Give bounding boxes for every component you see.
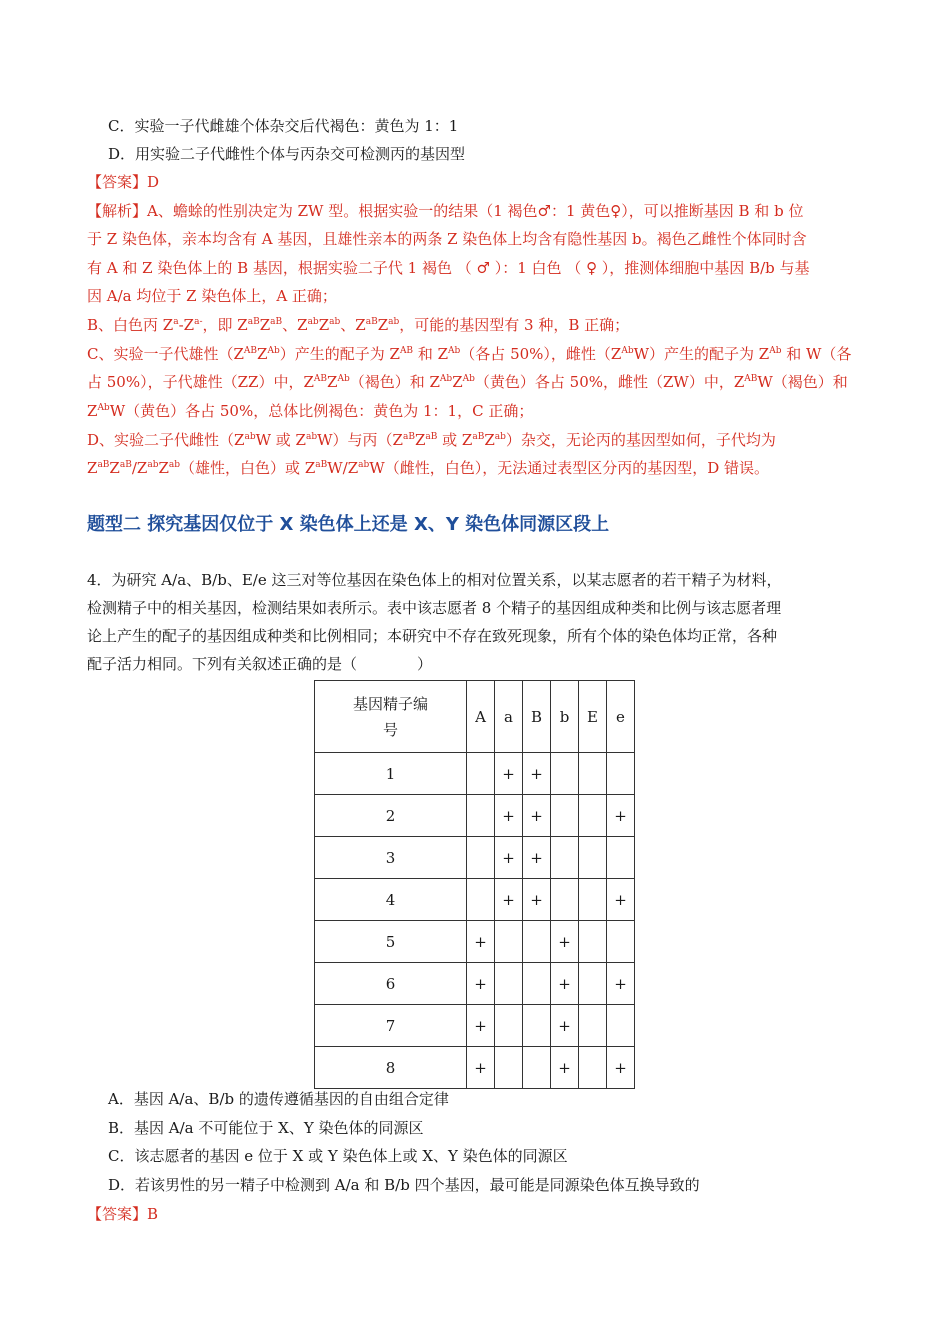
table-cell (579, 879, 607, 921)
option-b: B．基因 A/a 不可能位于 X、Y 染色体的同源区 (108, 1119, 424, 1137)
table-cell: + (495, 837, 523, 879)
table-cell (495, 921, 523, 963)
answer-label: 【答案】B (87, 1205, 159, 1223)
row-number: 2 (315, 795, 467, 837)
table-cell (495, 1005, 523, 1047)
analysis-line-9: D、实验二子代雌性（$Z^{ab}W$ 或 $Z^{ab}W$）与丙（$Z^{aB}Z^{aB}$ 或 $Z^{aB}Z^{ab}$）杂交，无论丙的基因型如何，子代均为 (87, 431, 776, 449)
question-4-line-3: 论上产生的配子的基因组成种类和比例相同；本研究中不存在致死现象，所有个体的染色体均正常，各种 (87, 627, 778, 645)
row-number: 1 (315, 753, 467, 795)
analysis-line-3: 有 A 和 Z 染色体上的 B 基因，根据实验二子代 1 褐色 （ ♂ ）：1 白色 （ ♀ ），推测体细胞中基因 B/b 与基 (87, 259, 810, 277)
table-cell: + (607, 795, 635, 837)
table-cell (579, 795, 607, 837)
table-cell (607, 1005, 635, 1047)
table-row (315, 795, 635, 837)
row-number: 5 (315, 921, 467, 963)
analysis-line-5: B、白色丙 $Z^a-Z^{a-}$，即 $Z^{aB}Z^{aB}$、$Z^{ab}Z^{ab}$、$Z^{aB}Z^{ab}$，可能的基因型有 3 种，B 正确； (87, 316, 630, 334)
table-cell (467, 837, 495, 879)
sperm-gene-table (314, 680, 635, 1089)
table-cell: + (551, 963, 579, 1005)
row-number: 7 (315, 1005, 467, 1047)
gene-header: a (495, 681, 523, 753)
table-cell (467, 795, 495, 837)
table-cell (579, 921, 607, 963)
table-cell: + (523, 879, 551, 921)
section-heading: 题型二 探究基因仅位于 X 染色体上还是 X、Y 染色体同源区段上 (87, 514, 610, 535)
question-4-line-1: 4．为研究 A/a、B/b、E/e 这三对等位基因在染色体上的相对位置关系，以某志愿者的若干精子为材料， (87, 571, 782, 589)
table-cell: + (467, 963, 495, 1005)
table-row (315, 879, 635, 921)
row-number: 8 (315, 1047, 467, 1089)
table-cell (607, 753, 635, 795)
table-cell (579, 1047, 607, 1089)
table-cell (579, 1005, 607, 1047)
analysis-line-2: 于 Z 染色体，亲本均含有 A 基因，且雄性亲本的两条 Z 染色体上均含有隐性基因 b。褐色乙雌性个体同时含 (87, 230, 807, 248)
table-row (315, 1047, 635, 1089)
table-cell: + (495, 753, 523, 795)
table-row (315, 837, 635, 879)
table-cell: + (467, 1047, 495, 1089)
table-cell (579, 753, 607, 795)
table-cell (607, 921, 635, 963)
analysis-line-4: 因 A/a 均位于 Z 染色体上，A 正确； (87, 287, 337, 305)
table-cell (467, 753, 495, 795)
table-cell (523, 1047, 551, 1089)
option-c: C．该志愿者的基因 e 位于 X 或 Y 染色体上或 X、Y 染色体的同源区 (108, 1147, 568, 1165)
header-cell: 基因精子编 号 (315, 681, 467, 753)
table-header-row (315, 681, 635, 753)
table-cell (523, 1005, 551, 1047)
table-row (315, 963, 635, 1005)
gene-header: b (551, 681, 579, 753)
table-cell (467, 879, 495, 921)
table-cell (551, 837, 579, 879)
table-cell (495, 1047, 523, 1089)
table-row (315, 921, 635, 963)
table-cell (579, 837, 607, 879)
gene-header: B (523, 681, 551, 753)
analysis-line-8: $Z^{Ab}W$（黄色）各占 50%，总体比例褐色：黄色为 1：1，C 正确； (87, 402, 534, 420)
analysis-line-7: 占 50%），子代雄性（ZZ）中，$Z^{AB}Z^{Ab}$（褐色）和 $Z^{Ab}Z^{Ab}$（黄色）各占 50%，雌性（ZW）中，$Z^{AB}W$（褐色）和 (87, 373, 848, 391)
option-d: D．若该男性的另一精子中检测到 A/a 和 B/b 四个基因，最可能是同源染色体互换导致的 (108, 1176, 700, 1194)
table-cell: + (523, 837, 551, 879)
table-cell: + (523, 795, 551, 837)
question-4-line-4: 配子活力相同。下列有关叙述正确的是（ ） (87, 655, 433, 673)
table-cell (579, 963, 607, 1005)
analysis-line-1: 【解析】A、蟾蜍的性别决定为 ZW 型。根据实验一的结果（1 褐色♂：1 黄色♀），可以推断基因 B 和 b 位 (87, 202, 804, 220)
table-cell: + (495, 795, 523, 837)
gene-header: E (579, 681, 607, 753)
analysis-line-10: $Z^{aB}Z^{aB}/Z^{ab}Z^{ab}$（雄性，白色）或 $Z^{aB}W/Z^{ab}W$（雌性，白色），无法通过表型区分丙的基因型，D 错误。 (87, 459, 769, 477)
question-4-line-2: 检测精子中的相关基因，检测结果如表所示。表中该志愿者 8 个精子的基因组成种类和比例与该志愿者理 (87, 599, 782, 617)
table-cell: + (495, 879, 523, 921)
table-cell (495, 963, 523, 1005)
table-row (315, 753, 635, 795)
table-cell: + (551, 1047, 579, 1089)
gene-header: A (467, 681, 495, 753)
option-a: A．基因 A/a、B/b 的遗传遵循基因的自由组合定律 (108, 1090, 449, 1108)
table-cell: + (607, 879, 635, 921)
table-cell: + (607, 1047, 635, 1089)
table-cell: + (551, 1005, 579, 1047)
option-c: C．实验一子代雌雄个体杂交后代褐色：黄色为 1：1 (108, 117, 459, 135)
table-cell: + (467, 921, 495, 963)
table-cell (523, 963, 551, 1005)
gene-header: e (607, 681, 635, 753)
table-row (315, 1005, 635, 1047)
option-d: D．用实验二子代雌性个体与丙杂交可检测丙的基因型 (108, 145, 466, 163)
table-cell: + (607, 963, 635, 1005)
table-cell: + (467, 1005, 495, 1047)
row-number: 6 (315, 963, 467, 1005)
table-cell (523, 921, 551, 963)
table-cell (551, 879, 579, 921)
table-cell (551, 753, 579, 795)
answer-label: 【答案】D (87, 173, 160, 191)
analysis-line-6: C、实验一子代雄性$(Z^{AB}Z^{Ab})$产生的配子为 $Z^{AB}$ 和 $Z^{Ab}$（各占 50%），雌性$(Z^{Ab}W)$产生的配子为 $Z^{Ab}$ 和 W（各 (87, 345, 852, 363)
row-number: 3 (315, 837, 467, 879)
table-cell: + (551, 921, 579, 963)
table-cell (551, 795, 579, 837)
table-cell: + (523, 753, 551, 795)
table-cell (607, 837, 635, 879)
row-number: 4 (315, 879, 467, 921)
